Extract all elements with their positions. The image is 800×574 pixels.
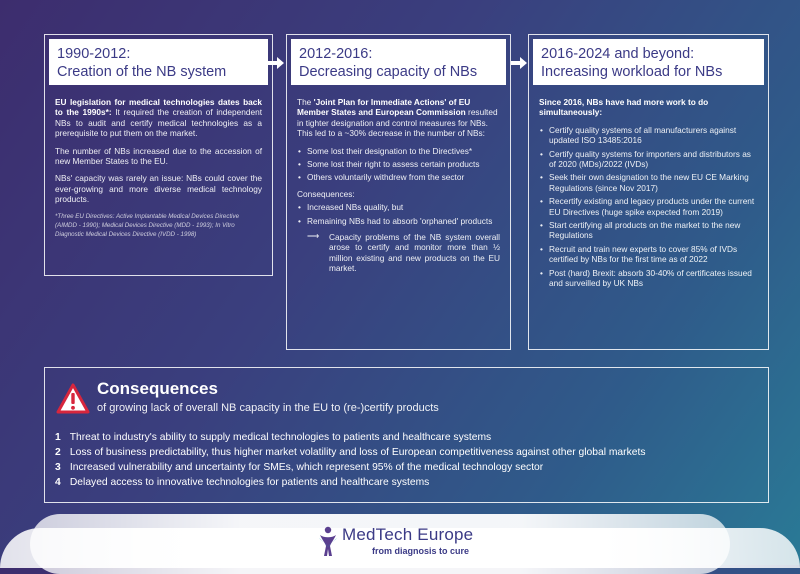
timeline-column-2016-2024 [528,34,769,350]
intro-bold: EU legislation for medical technologies dates back to the 1990s*: [55,97,262,118]
consequences-label: Consequences: [297,188,355,199]
column-header [49,39,268,85]
list-item [55,445,645,460]
logo-tagline: from diagnosis to cure [372,546,470,556]
logo-name: MedTech Europe [342,525,474,544]
list-item: • Some lost their designation to the Directives* [297,146,500,156]
list-item: • Certify quality systems for importers and distributors as of 2020 (MDs)/2022 (IVDs) [539,149,758,170]
list-item: • Start certifying all products on the market to the new Regulations [539,220,758,241]
item-number: 1 [55,432,61,443]
intro-text: resulted in tighter designation and control measures for NBs. This led to a ~30% decrease in the number of NBs: [297,107,498,139]
item-text: Delayed access to innovative technologies for patients and healthcare systems [69,477,430,488]
consequences-panel [44,367,769,503]
list-item: • Certify quality systems of all manufacturers against updated ISO 13485:2016 [539,125,758,146]
column-title: Increasing workload for NBs [541,64,723,80]
column-body [297,97,500,274]
list-item: • Others voluntarily withdrew from the sector [297,172,500,182]
list-item: • Some lost their right to assess certain products [297,159,500,169]
column-period: 2012-2016: [299,46,373,62]
column-intro [539,97,758,118]
list-item: • Recruit and train new experts to cover 85% of IVDs certified by NBs for the first time as of 2022 [539,244,758,265]
list-item: • Seek their own designation to the new EU CE Marking Regulations (since Nov 2017) [539,172,758,193]
column-body [539,97,758,289]
intro-bold: 'Joint Plan for Immediate Actions' of EU Member States and European Commission [297,97,471,118]
consequences-subtitle: of growing lack of overall NB capacity in the EU to (re-)certify products [97,402,439,414]
consequences-title: Consequences [97,379,218,398]
column-title: Decreasing capacity of NBs [299,64,478,80]
item-text: Threat to industry's ability to supply medical technologies to patients and healthcare systems [69,432,492,443]
list-item [55,430,645,445]
column-intro [55,97,262,139]
column-header [533,39,764,85]
warning-triangle-icon [56,382,90,416]
item-text: Loss of business predictability, thus higher market volatility and loss of European competitiveness against other global markets [69,447,646,458]
item-number: 3 [55,462,61,473]
column-body [55,97,262,239]
column-header [291,39,506,85]
list-item: • Post (hard) Brexit: absorb 30-40% of certificates issued and surveilled by UK NBs [539,268,758,289]
arrow-right-icon [511,56,527,70]
item-number: 2 [55,447,61,458]
column-title: Creation of the NB system [57,64,227,80]
list-item [55,475,645,490]
column-period: 1990-2012: [57,46,131,62]
arrow-conclusion-text: Capacity problems of the NB system overall arose to certify and monitor more than ½ million existing and new products on the EU market. [329,232,500,274]
item-text: Increased vulnerability and uncertainty for SMEs, which represent 95% of the medical technology sector [69,462,544,473]
intro-text: The [297,97,314,107]
timeline-column-2012-2016 [286,34,511,350]
arrow-right-icon [268,56,284,70]
intro-bold: Since 2016, NBs have had more work to do simultaneously: [539,97,709,118]
list-item: • Increased NBs quality, but [297,202,500,212]
consequences-list [55,430,645,490]
item-number: 4 [55,477,61,488]
medtech-logo-icon [318,526,338,558]
column-paragraph: NBs' capacity was rarely an issue: NBs could cover the ever-growing and more diverse medical technology products. [55,173,262,205]
bullet-list [539,125,758,289]
column-period: 2016-2024 and beyond: [541,46,695,62]
list-item [55,460,645,475]
intro-text: It required the creation of independent NBs to audit and certify medical technologies as a prerequisite to put them on the market. [55,107,263,139]
column-intro [297,97,500,139]
column-footnote: *Three EU Directives: Active Implantable Medical Devices Directive (AIMDD - 1990); Medical Devices Directive (MDD - 1993); In Vitro Diagnostic Medical Devices Directive (IVDD - 1998) [55,212,240,238]
list-item: • Recertify existing and legacy products under the current EU Directives (huge spike expected from 2019) [539,196,758,217]
bullet-list [297,202,500,226]
list-item: • Remaining NBs had to absorb 'orphaned' products [297,216,500,226]
column-paragraph: The number of NBs increased due to the accession of new Member States to the EU. [55,145,262,167]
bullet-list [297,146,500,183]
long-arrow-icon: ⟶ [307,231,319,242]
timeline-column-1990-2012 [44,34,273,276]
arrow-conclusion [307,232,500,274]
